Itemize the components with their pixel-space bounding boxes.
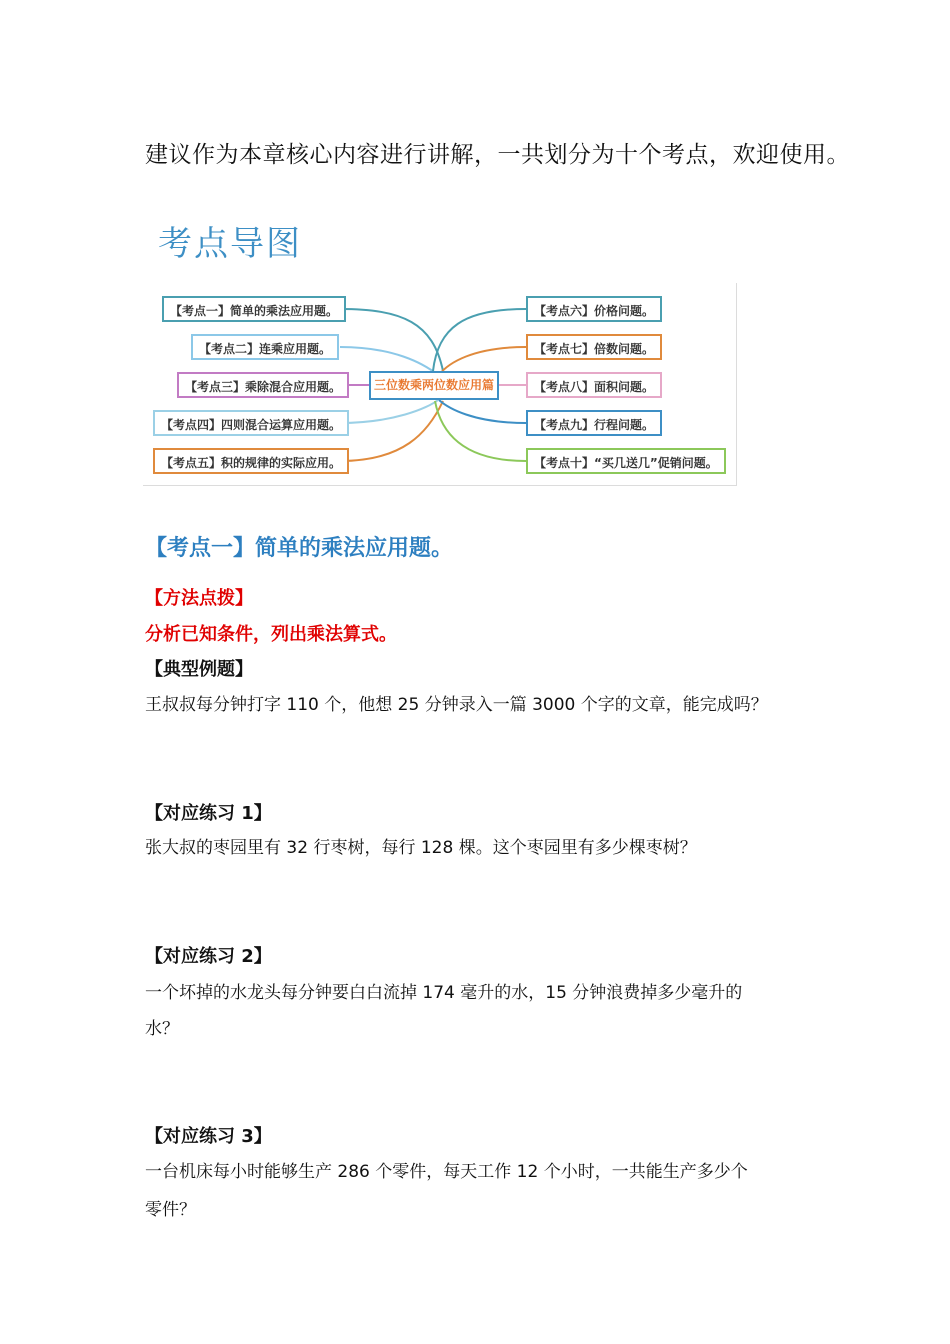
connector-left-4 xyxy=(340,400,438,423)
exercise-2-line-2: 水？ xyxy=(145,1019,179,1039)
connector-left-5 xyxy=(340,401,443,461)
exercise-2-line-1: 一个坏掉的水龙头每分钟要白白流掉 174 毫升的水，15 分钟浪费掉多少毫升的 xyxy=(145,983,743,1003)
exercise-1-text: 张大叔的枣园里有 32 行枣树，每行 128 棵。这个枣园里有多少棵枣树？ xyxy=(145,838,697,858)
exercise-3-line-1: 一台机床每小时能够生产 286 个零件，每天工作 12 个小时，一共能生产多少个 xyxy=(145,1162,748,1182)
mindmap-node-left-5: 【考点五】积的规律的实际应用。 xyxy=(153,448,349,474)
exercise-1-title: 【对应练习 1】 xyxy=(145,803,272,824)
mindmap-node-left-1: 【考点一】简单的乘法应用题。 xyxy=(162,296,346,322)
mindmap-node-left-4: 【考点四】四则混合运算应用题。 xyxy=(153,410,349,436)
method-title: 【方法点拨】 xyxy=(145,588,253,609)
exercise-3-line-2: 零件？ xyxy=(145,1200,196,1220)
mindmap-node-right-4: 【考点九】行程问题。 xyxy=(526,410,662,436)
method-text: 分析已知条件，列出乘法算式。 xyxy=(145,624,397,645)
map-title: 考点导图 xyxy=(158,224,302,264)
mindmap-center-node: 三位数乘两位数应用篇 xyxy=(369,371,499,400)
connector-right-1 xyxy=(433,309,526,371)
mindmap-node-right-3: 【考点八】面积问题。 xyxy=(526,372,662,398)
section-title: 【考点一】简单的乘法应用题。 xyxy=(145,536,454,561)
exercise-3-title: 【对应练习 3】 xyxy=(145,1126,272,1147)
exercise-2-title: 【对应练习 2】 xyxy=(145,946,272,967)
connector-left-1 xyxy=(340,309,443,371)
example-title: 【典型例题】 xyxy=(145,659,253,680)
mindmap-node-right-1: 【考点六】价格问题。 xyxy=(526,296,662,322)
connector-right-5 xyxy=(435,401,526,461)
connector-right-4 xyxy=(439,400,526,423)
mindmap-node-right-2: 【考点七】倍数问题。 xyxy=(526,334,662,360)
mindmap-node-right-5: 【考点十】“买几送几”促销问题。 xyxy=(526,448,726,474)
mindmap-node-left-3: 【考点三】乘除混合应用题。 xyxy=(177,372,349,398)
mindmap-node-left-2: 【考点二】连乘应用题。 xyxy=(191,334,339,360)
example-text: 王叔叔每分钟打字 110 个，他想 25 分钟录入一篇 3000 个字的文章，能完成吗？ xyxy=(145,695,768,715)
intro-text: 建议作为本章核心内容进行讲解，一共划分为十个考点，欢迎使用。 xyxy=(145,142,850,168)
